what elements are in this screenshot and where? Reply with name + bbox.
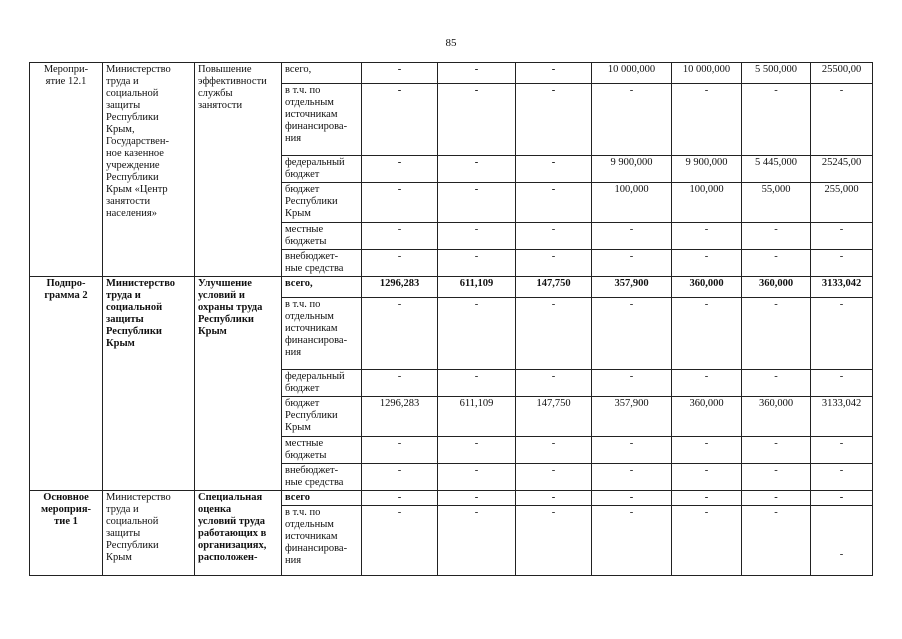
value-cell: 9 900,000 xyxy=(672,156,742,183)
value-cell: - xyxy=(742,223,811,250)
source-cell: внебюджет- ные средства xyxy=(282,250,362,277)
block-title-cell: Специальная оценка условий труда работающих в организациях, расположен- xyxy=(195,491,282,576)
source-cell: в т.ч. по отдельным источникам финансирова- ния xyxy=(282,298,362,370)
source-cell: местные бюджеты xyxy=(282,437,362,464)
value-cell: 360,000 xyxy=(742,397,811,437)
value-cell: - xyxy=(742,370,811,397)
table-row xyxy=(30,277,873,298)
value-cell: - xyxy=(362,506,438,576)
value-cell: - xyxy=(672,250,742,277)
value-cell: - xyxy=(672,370,742,397)
value-cell: - xyxy=(592,370,672,397)
value-cell: - xyxy=(516,84,592,156)
value-cell: - xyxy=(592,84,672,156)
value-cell: - xyxy=(672,223,742,250)
value-cell: 55,000 xyxy=(742,183,811,223)
value-cell: 100,000 xyxy=(592,183,672,223)
source-cell: местные бюджеты xyxy=(282,223,362,250)
value-cell: - xyxy=(438,223,516,250)
block-executor-cell: Министерство труда и социальной защиты Республики Крым xyxy=(103,491,195,576)
value-cell: 1296,283 xyxy=(362,397,438,437)
value-cell: - xyxy=(516,370,592,397)
value-cell: - xyxy=(592,250,672,277)
value-cell: 3133,042 xyxy=(811,397,873,437)
value-cell: 255,000 xyxy=(811,183,873,223)
value-cell: 5 500,000 xyxy=(742,63,811,84)
value-cell: 611,109 xyxy=(438,397,516,437)
block-name-cell: Подпро- грамма 2 xyxy=(30,277,103,491)
budget-table xyxy=(29,62,873,576)
value-cell: - xyxy=(742,437,811,464)
value-cell: - xyxy=(438,464,516,491)
value-cell: 360,000 xyxy=(672,397,742,437)
value-cell: - xyxy=(516,491,592,506)
source-cell: всего xyxy=(282,491,362,506)
value-cell: - xyxy=(362,370,438,397)
value-cell: - xyxy=(362,84,438,156)
value-cell: - xyxy=(592,464,672,491)
value-cell: - xyxy=(811,250,873,277)
value-cell: - xyxy=(811,298,873,370)
value-cell: 5 445,000 xyxy=(742,156,811,183)
value-cell: - xyxy=(811,464,873,491)
source-cell: бюджет Республики Крым xyxy=(282,183,362,223)
value-cell: - xyxy=(811,223,873,250)
value-cell: - xyxy=(592,437,672,464)
value-cell: - xyxy=(438,156,516,183)
value-cell: - xyxy=(592,491,672,506)
value-cell: 357,900 xyxy=(592,277,672,298)
value-cell: - xyxy=(672,464,742,491)
value-cell: 360,000 xyxy=(742,277,811,298)
value-cell: - xyxy=(516,156,592,183)
source-cell: всего, xyxy=(282,277,362,298)
source-cell: федеральный бюджет xyxy=(282,156,362,183)
value-cell: - xyxy=(811,370,873,397)
value-cell: 100,000 xyxy=(672,183,742,223)
value-cell: 611,109 xyxy=(438,277,516,298)
value-cell: 360,000 xyxy=(672,277,742,298)
source-cell: федеральный бюджет xyxy=(282,370,362,397)
value-cell: - xyxy=(516,298,592,370)
page-number: 85 xyxy=(445,37,457,49)
block-name-cell: Основное мероприя- тие 1 xyxy=(30,491,103,576)
value-cell: - xyxy=(516,250,592,277)
value-cell: 147,750 xyxy=(516,397,592,437)
value-cell: - xyxy=(362,491,438,506)
value-cell: - xyxy=(811,84,873,156)
source-cell: бюджет Республики Крым xyxy=(282,397,362,437)
value-cell: - xyxy=(672,506,742,576)
block-subprogram-2 xyxy=(30,277,873,491)
value-cell: - xyxy=(438,437,516,464)
value-cell: - xyxy=(438,250,516,277)
source-cell: всего, xyxy=(282,63,362,84)
value-cell: - xyxy=(438,84,516,156)
value-cell: - xyxy=(516,223,592,250)
value-cell: - xyxy=(742,298,811,370)
value-cell: - xyxy=(516,506,592,576)
value-cell: - xyxy=(362,223,438,250)
value-cell: - xyxy=(362,250,438,277)
block-executor-cell: Министерство труда и социальной защиты Республики Крым, Государствен- ное казенное учреждение Республики Крым «Центр занятости населения» xyxy=(103,63,195,277)
block-measure-12-1 xyxy=(30,63,873,277)
value-cell: - xyxy=(742,491,811,506)
value-cell: 1296,283 xyxy=(362,277,438,298)
value-cell: - xyxy=(516,437,592,464)
value-cell: 3133,042 xyxy=(811,277,873,298)
value-cell: - xyxy=(742,250,811,277)
source-cell: в т.ч. по отдельным источникам финансирова- ния xyxy=(282,84,362,156)
block-name-cell: Меропри- ятие 12.1 xyxy=(30,63,103,277)
value-cell: - xyxy=(362,464,438,491)
value-cell: - xyxy=(438,63,516,84)
value-cell: 10 000,000 xyxy=(672,63,742,84)
value-cell: - xyxy=(362,298,438,370)
value-cell: - xyxy=(742,464,811,491)
value-cell: - xyxy=(516,63,592,84)
value-cell: - xyxy=(362,63,438,84)
value-cell: 25500,00 xyxy=(811,63,873,84)
value-cell: - xyxy=(516,464,592,491)
value-cell: - xyxy=(438,370,516,397)
source-cell: в т.ч. по отдельным источникам финансирова- ния xyxy=(282,506,362,576)
table-row xyxy=(30,491,873,506)
value-cell: - xyxy=(811,437,873,464)
value-cell: - xyxy=(362,156,438,183)
value-cell: - xyxy=(742,506,811,576)
value-cell: - xyxy=(672,298,742,370)
block-main-measure-1 xyxy=(30,491,873,576)
value-cell: - xyxy=(811,491,873,506)
table-row xyxy=(30,63,873,84)
value-cell: - xyxy=(811,506,873,576)
value-cell: - xyxy=(592,298,672,370)
value-cell: - xyxy=(672,437,742,464)
value-cell: - xyxy=(438,491,516,506)
value-cell: - xyxy=(516,183,592,223)
value-cell: 147,750 xyxy=(516,277,592,298)
value-cell: - xyxy=(362,183,438,223)
value-cell: - xyxy=(672,491,742,506)
value-cell: 9 900,000 xyxy=(592,156,672,183)
value-cell: - xyxy=(438,183,516,223)
value-cell: - xyxy=(672,84,742,156)
value-cell: - xyxy=(592,223,672,250)
block-title-cell: Улучшение условий и охраны труда Республики Крым xyxy=(195,277,282,491)
value-cell: - xyxy=(592,506,672,576)
block-executor-cell: Министерство труда и социальной защиты Республики Крым xyxy=(103,277,195,491)
value-cell: - xyxy=(362,437,438,464)
value-cell: 357,900 xyxy=(592,397,672,437)
value-cell: - xyxy=(742,84,811,156)
value-cell: 25245,00 xyxy=(811,156,873,183)
source-cell: внебюджет- ные средства xyxy=(282,464,362,491)
block-title-cell: Повышение эффективности службы занятости xyxy=(195,63,282,277)
value-cell: - xyxy=(438,506,516,576)
value-cell: 10 000,000 xyxy=(592,63,672,84)
value-cell: - xyxy=(438,298,516,370)
